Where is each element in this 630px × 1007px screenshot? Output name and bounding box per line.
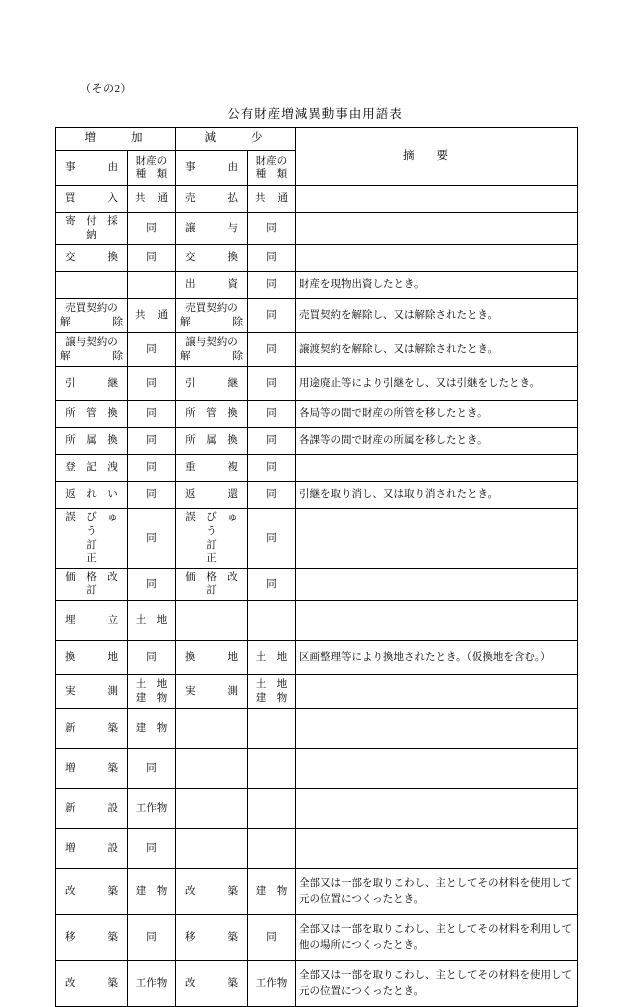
cell-decrease-property-type: 同 (248, 299, 296, 333)
cell-decrease-property-type: 同 (248, 509, 296, 569)
cell-remark (296, 568, 578, 600)
cell-decrease-reason: 売買契約の 解 除 (176, 299, 248, 333)
cell-increase-reason: 価 格 改 訂 (56, 568, 128, 600)
header-increase-reason: 事 由 (56, 151, 128, 186)
cell-increase-reason: 実 測 (56, 675, 128, 709)
cell-decrease-property-type (248, 789, 296, 829)
table-body (56, 186, 578, 1007)
table-row (56, 869, 578, 915)
cell-decrease-property-type: 同 (248, 428, 296, 455)
cell-decrease-property-type: 同 (248, 455, 296, 482)
cell-increase-reason: 譲与契約の 解 除 (56, 333, 128, 367)
cell-decrease-property-type: 同 (248, 915, 296, 961)
table-row (56, 568, 578, 600)
cell-increase-reason (56, 272, 128, 299)
cell-remark (296, 749, 578, 789)
cell-increase-reason: 移 築 (56, 915, 128, 961)
cell-decrease-property-type: 同 (248, 568, 296, 600)
table-row (56, 428, 578, 455)
cell-remark (296, 789, 578, 829)
cell-remark: 用途廃止等により引継をし、又は引継をしたとき。 (296, 367, 578, 401)
table-row (56, 186, 578, 213)
cell-decrease-reason (176, 789, 248, 829)
cell-increase-reason: 増 設 (56, 829, 128, 869)
cell-increase-property-type: 工作物 (128, 961, 176, 1007)
cell-decrease-property-type: 同 (248, 272, 296, 299)
table-row (56, 709, 578, 749)
cell-decrease-property-type: 建 物 (248, 869, 296, 915)
cell-increase-property-type: 同 (128, 367, 176, 401)
table-row (56, 367, 578, 401)
cell-increase-property-type: 共 通 (128, 299, 176, 333)
table-row (56, 482, 578, 509)
cell-decrease-reason: 所 属 換 (176, 428, 248, 455)
cell-remark (296, 455, 578, 482)
cell-remark: 全部又は一部を取りこわし、主としてその材料を使用して元の位置につくったとき。 (296, 961, 578, 1007)
cell-remark: 全部又は一部を取りこわし、主としてその材料を使用して元の位置につくったとき。 (296, 869, 578, 915)
cell-increase-property-type: 共 通 (128, 186, 176, 213)
cell-increase-reason: 売買契約の 解 除 (56, 299, 128, 333)
cell-increase-reason: 新 築 (56, 709, 128, 749)
cell-increase-property-type: 建 物 (128, 709, 176, 749)
cell-increase-property-type: 同 (128, 428, 176, 455)
cell-decrease-reason: 譲与契約の 解 除 (176, 333, 248, 367)
table-row (56, 749, 578, 789)
header-decrease-reason: 事 由 (176, 151, 248, 186)
cell-increase-property-type: 同 (128, 482, 176, 509)
cell-remark: 譲渡契約を解除し、又は解除されたとき。 (296, 333, 578, 367)
cell-decrease-reason: 所 管 換 (176, 401, 248, 428)
cell-decrease-reason: 引 継 (176, 367, 248, 401)
cell-increase-property-type: 工作物 (128, 789, 176, 829)
corner-note: （その2） (80, 83, 132, 95)
cell-remark (296, 601, 578, 641)
cell-decrease-property-type (248, 601, 296, 641)
cell-increase-property-type: 建 物 (128, 869, 176, 915)
header-decrease-property-type: 財産の 種 類 (248, 151, 296, 186)
cell-increase-property-type: 同 (128, 829, 176, 869)
cell-decrease-reason (176, 601, 248, 641)
cell-decrease-reason: 換 地 (176, 641, 248, 675)
cell-remark: 全部又は一部を取りこわし、主としてその材料を利用して他の場所につくったとき。 (296, 915, 578, 961)
table-row (56, 601, 578, 641)
cell-increase-reason: 登 記 洩 (56, 455, 128, 482)
cell-decrease-reason: 改 築 (176, 869, 248, 915)
cell-decrease-reason: 売 払 (176, 186, 248, 213)
cell-remark: 引継を取り消し、又は取り消されたとき。 (296, 482, 578, 509)
cell-decrease-reason: 誤 び ゅ う 訂 正 (176, 509, 248, 569)
cell-increase-reason: 返 れ い (56, 482, 128, 509)
cell-decrease-reason: 重 複 (176, 455, 248, 482)
cell-increase-reason: 所 属 換 (56, 428, 128, 455)
cell-decrease-reason (176, 709, 248, 749)
cell-decrease-reason: 返 還 (176, 482, 248, 509)
cell-increase-property-type: 同 (128, 213, 176, 245)
header-increase-property-type: 財産の 種 類 (128, 151, 176, 186)
cell-remark (296, 245, 578, 272)
cell-decrease-property-type: 土 地 建 物 (248, 675, 296, 709)
cell-decrease-reason: 価 格 改 訂 (176, 568, 248, 600)
cell-decrease-reason: 改 築 (176, 961, 248, 1007)
table-row (56, 455, 578, 482)
table-row (56, 299, 578, 333)
table-row (56, 333, 578, 367)
cell-decrease-property-type: 同 (248, 333, 296, 367)
cell-increase-property-type: 同 (128, 641, 176, 675)
cell-decrease-reason: 出 資 (176, 272, 248, 299)
cell-increase-property-type: 同 (128, 749, 176, 789)
cell-increase-reason: 所 管 換 (56, 401, 128, 428)
property-change-reason-table (55, 127, 578, 1007)
cell-decrease-reason: 譲 与 (176, 213, 248, 245)
table-row (56, 245, 578, 272)
cell-decrease-reason (176, 829, 248, 869)
cell-remark (296, 675, 578, 709)
cell-remark (296, 186, 578, 213)
table-row (56, 213, 578, 245)
cell-increase-reason: 換 地 (56, 641, 128, 675)
cell-increase-reason: 買 入 (56, 186, 128, 213)
cell-increase-reason: 寄 付 採 納 (56, 213, 128, 245)
cell-remark: 各局等の間で財産の所管を移したとき。 (296, 401, 578, 428)
cell-increase-reason: 交 換 (56, 245, 128, 272)
table-row (56, 961, 578, 1007)
cell-decrease-reason (176, 749, 248, 789)
cell-increase-property-type: 同 (128, 568, 176, 600)
table-row (56, 509, 578, 569)
table-row (56, 915, 578, 961)
cell-decrease-property-type (248, 749, 296, 789)
header-decrease-group: 減 少 (176, 128, 296, 151)
cell-increase-property-type: 土 地 (128, 601, 176, 641)
cell-decrease-property-type: 共 通 (248, 186, 296, 213)
cell-decrease-property-type: 同 (248, 401, 296, 428)
header-remarks: 摘要 (296, 128, 578, 186)
cell-increase-reason: 引 継 (56, 367, 128, 401)
cell-increase-property-type: 同 (128, 455, 176, 482)
cell-remark: 売買契約を解除し、又は解除されたとき。 (296, 299, 578, 333)
page-title: 公有財産増減異動事由用語表 (227, 107, 403, 121)
cell-decrease-reason: 交 換 (176, 245, 248, 272)
table-header (56, 128, 578, 186)
cell-decrease-reason: 移 築 (176, 915, 248, 961)
cell-increase-reason: 改 築 (56, 869, 128, 915)
cell-decrease-property-type: 同 (248, 367, 296, 401)
cell-increase-property-type: 同 (128, 401, 176, 428)
cell-decrease-property-type: 工作物 (248, 961, 296, 1007)
cell-increase-property-type: 同 (128, 915, 176, 961)
cell-remark: 区画整理等により換地されたとき。（仮換地を含む。） (296, 641, 578, 675)
cell-decrease-property-type: 同 (248, 245, 296, 272)
cell-increase-reason: 改 築 (56, 961, 128, 1007)
cell-increase-reason: 新 設 (56, 789, 128, 829)
cell-increase-property-type: 同 (128, 245, 176, 272)
cell-decrease-property-type (248, 709, 296, 749)
cell-increase-property-type: 同 (128, 333, 176, 367)
cell-increase-property-type: 土 地 建 物 (128, 675, 176, 709)
cell-remark (296, 213, 578, 245)
table-row (56, 272, 578, 299)
table-row (56, 641, 578, 675)
header-increase-group: 増 加 (56, 128, 176, 151)
cell-remark (296, 509, 578, 569)
cell-remark (296, 829, 578, 869)
cell-increase-reason: 増 築 (56, 749, 128, 789)
cell-decrease-reason: 実 測 (176, 675, 248, 709)
cell-remark: 財産を現物出資したとき。 (296, 272, 578, 299)
cell-increase-reason: 誤 び ゅ う 訂 正 (56, 509, 128, 569)
cell-decrease-property-type: 同 (248, 482, 296, 509)
cell-remark (296, 709, 578, 749)
table-row (56, 829, 578, 869)
cell-decrease-property-type: 同 (248, 213, 296, 245)
cell-decrease-property-type: 土 地 (248, 641, 296, 675)
cell-increase-reason: 埋 立 (56, 601, 128, 641)
table-row (56, 789, 578, 829)
table-row (56, 401, 578, 428)
table-header-group-row (56, 128, 578, 151)
cell-increase-property-type (128, 272, 176, 299)
cell-remark: 各課等の間で財産の所属を移したとき。 (296, 428, 578, 455)
cell-increase-property-type: 同 (128, 509, 176, 569)
table-row (56, 675, 578, 709)
cell-decrease-property-type (248, 829, 296, 869)
